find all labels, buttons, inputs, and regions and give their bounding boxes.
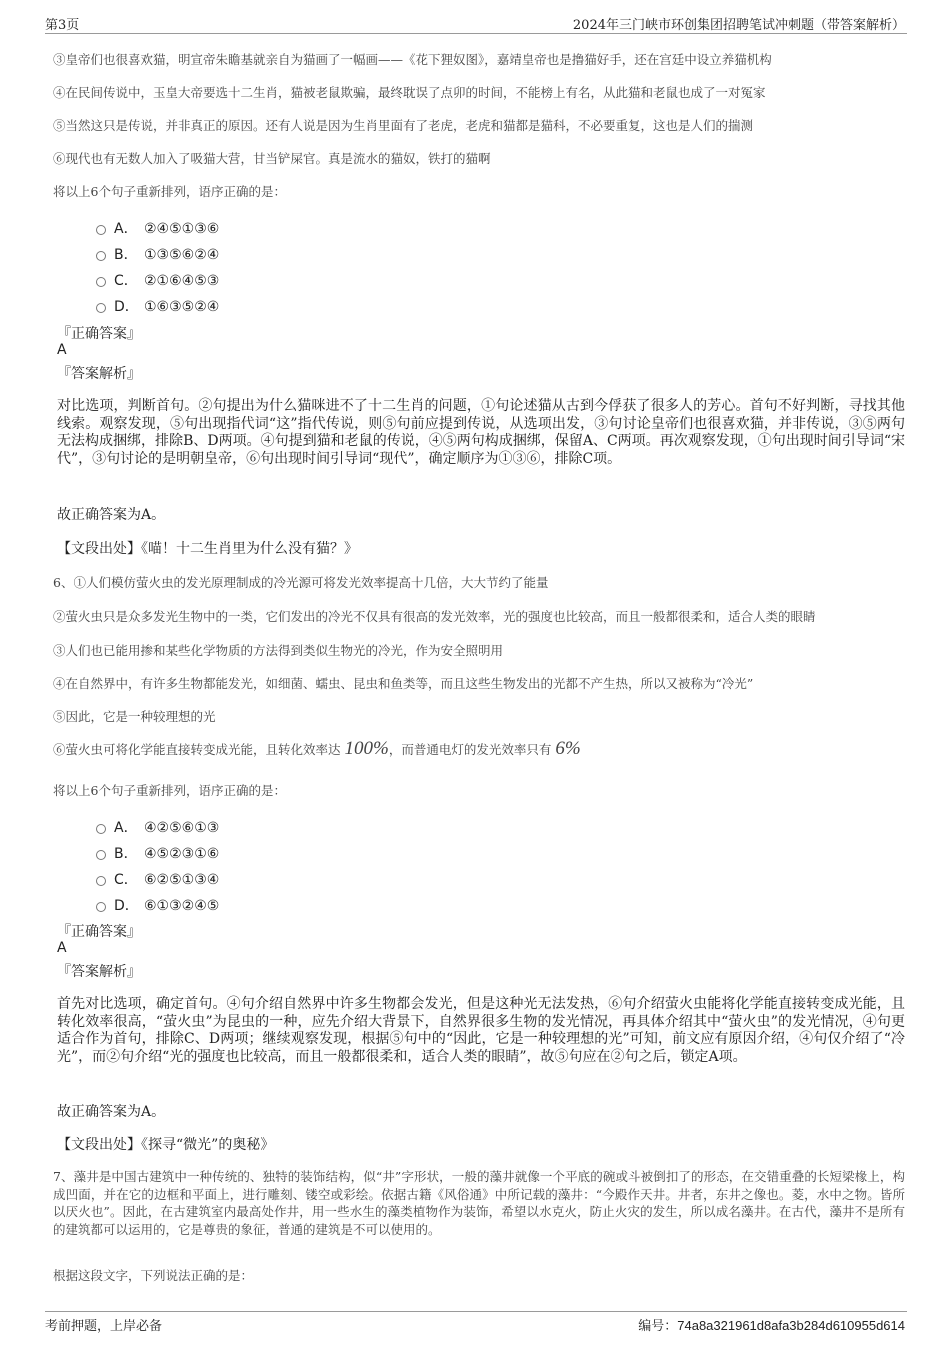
q5-option-d[interactable]: [96, 296, 219, 316]
q6-sentence-1: 6、①人们模仿萤火虫的发光原理制成的冷光源可将发光效率提高十几倍，大大节约了能量: [53, 575, 549, 590]
footer-slogan: 考前押题，上岸必备: [45, 1319, 163, 1334]
code-label: 编号：: [638, 1319, 678, 1334]
q6-sentence-6: [53, 738, 581, 760]
source-title: 《喵！十二生肖里为什么没有猫？》: [141, 541, 358, 557]
q5-option-c[interactable]: [96, 270, 219, 290]
q6-analysis: 首先对比选项，确定首句。④句介绍自然界中许多生物都会发光，但是这种光无法发热，⑥句介绍萤火虫能将化学能直接转变成光能，且转化效率很高，“萤火虫”为昆虫的一种，应先介绍大背景下，自然界很多生物的发光情况，再具体介绍其中“萤火虫”的发光情况，④句更适合作为首句，排除C、D两项；继续观察发现，根据⑤句中的“因此，它是一种较理想的光”可知，前文应有原因介绍，④句仅介绍了“冷光”，而②句介绍“光的强度也比较高，而且一般都很柔和，适合人类的眼睛”，故⑤句应在②句之后，锁定A项。: [57, 996, 905, 1065]
code-value: 74a8a321961d8afa3b284d610955d614: [677, 1318, 905, 1333]
q6-analysis-label: 『答案解析』: [57, 964, 141, 980]
option-letter: C．: [114, 273, 138, 289]
option-letter: B．: [114, 846, 138, 862]
option-letter: D．: [114, 299, 139, 315]
radio-icon[interactable]: [96, 902, 106, 912]
q5-sentence-4: ④在民间传说中，玉皇大帝要选十二生肖，猫被老鼠欺骗，最终耽误了点卯的时间，不能榜上有名，从此猫和老鼠也成了一对冤家: [53, 85, 766, 100]
sentence-text: ⑥萤火虫可将化学能直接转变成光能，且转化效率达: [53, 742, 341, 757]
option-text: ④⑤②③①⑥: [144, 846, 220, 862]
document-code: [638, 1315, 905, 1334]
option-letter: A．: [114, 221, 138, 237]
q5-analysis-label: 『答案解析』: [57, 366, 141, 382]
option-letter: D．: [114, 898, 139, 914]
q7-prompt: 根据这段文字，下列说法正确的是：: [53, 1268, 254, 1283]
option-text: ④②⑤⑥①③: [144, 820, 220, 836]
q6-option-b[interactable]: [96, 843, 219, 863]
radio-icon[interactable]: [96, 824, 106, 834]
option-text: ②④⑤①③⑥: [144, 221, 220, 237]
q5-option-b[interactable]: [96, 244, 219, 264]
q6-sentence-3: ③人们也已能用掺和某些化学物质的方法得到类似生物光的冷光，作为安全照明用: [53, 643, 504, 658]
q6-option-d[interactable]: [96, 895, 219, 915]
q5-sentence-3: ③皇帝们也很喜欢猫，明宣帝朱瞻基就亲自为猫画了一幅画——《花下狸奴图》，嘉靖皇帝也是撸猫好手，还在宫廷中设立养猫机构: [53, 52, 772, 67]
q6-sentence-2: ②萤火虫只是众多发光生物中的一类，它们发出的冷光不仅具有很高的发光效率，光的强度也比较高，而且一般都很柔和，适合人类的眼睛: [53, 609, 816, 624]
q7-passage: 7、藻井是中国古建筑中一种传统的、独特的装饰结构，似“井”字形状，一般的藻井就像一个平底的碗或斗被倒扣了的形态，在交错重叠的长短梁椽上，构成凹面，并在它的边框和平面上，进行雕刻、镂空或彩绘。依据古籍《风俗通》中所记载的藻井：“今殿作天井。井者，东井之像也。菱，水中之物。皆所以厌火也”。因此，在古建筑室内最高处作井，用一些水生的藻类植物作为装饰，希望以水克火，防止火灾的发生，所以成名藻井。在古代，藻井不是所有的建筑都可以运用的，它是尊贵的象征，普通的建筑是不可以使用的。: [53, 1169, 905, 1237]
q5-prompt: 将以上6个句子重新排列，语序正确的是：: [53, 184, 286, 199]
header-divider: [45, 33, 907, 34]
q5-option-a[interactable]: [96, 218, 219, 238]
q5-source: [57, 538, 358, 558]
q5-sentence-6: ⑥现代也有无数人加入了吸猫大营，甘当铲屎官。真是流水的猫奴，铁打的猫啊: [53, 151, 491, 166]
page-number: 第3页: [45, 18, 80, 33]
q5-conclusion: 故正确答案为A。: [57, 507, 166, 523]
q5-answer: A: [57, 342, 67, 358]
footer-divider: [45, 1311, 907, 1312]
radio-icon[interactable]: [96, 303, 106, 313]
source-label: 【文段出处】: [57, 541, 141, 557]
q6-answer: A: [57, 940, 67, 956]
q6-prompt: 将以上6个句子重新排列，语序正确的是：: [53, 783, 286, 798]
radio-icon[interactable]: [96, 850, 106, 860]
q6-option-c[interactable]: [96, 869, 219, 889]
option-text: ⑥①③②④⑤: [144, 898, 220, 914]
efficiency-value: 100%: [344, 738, 389, 759]
option-letter: A．: [114, 820, 138, 836]
radio-icon[interactable]: [96, 277, 106, 287]
q5-analysis: 对比选项，判断首句。②句提出为什么猫咪进不了十二生肖的问题，①句论述猫从古到今俘获了很多人的芳心。首句不好判断，寻找其他线索。观察发现，⑤句出现指代词“这”指代传说，则⑤句前应提到传说，从选项出发，③句讨论皇帝们也很喜欢猫，并非传说，③⑤两句无法构成捆绑，排除B、D两项。④句提到猫和老鼠的传说，④⑤两句构成捆绑，保留A、C两项。再次观察发现，①句出现时间引导词“宋代”，③句讨论的是明朝皇帝，⑥句出现时间引导词“现代”，确定顺序为①③⑥，排除C项。: [57, 398, 905, 467]
radio-icon[interactable]: [96, 876, 106, 886]
document-title: 2024年三门峡市环创集团招聘笔试冲刺题（带答案解析）: [572, 18, 905, 33]
q6-answer-label: 『正确答案』: [57, 924, 141, 940]
radio-icon[interactable]: [96, 225, 106, 235]
radio-icon[interactable]: [96, 251, 106, 261]
q6-option-a[interactable]: [96, 817, 219, 837]
efficiency-value: 6%: [555, 738, 581, 759]
q5-answer-label: 『正确答案』: [57, 326, 141, 342]
source-label: 【文段出处】: [57, 1137, 141, 1153]
q6-sentence-5: ⑤因此，它是一种较理想的光: [53, 709, 216, 724]
sentence-text: ，而普通电灯的发光效率只有: [388, 742, 552, 757]
option-text: ②①⑥④⑤③: [144, 273, 220, 289]
option-letter: B．: [114, 247, 138, 263]
q6-source: [57, 1134, 274, 1154]
q6-conclusion: 故正确答案为A。: [57, 1104, 166, 1120]
option-letter: C．: [114, 872, 138, 888]
source-title: 《探寻“微光”的奥秘》: [141, 1137, 275, 1153]
q5-sentence-5: ⑤当然这只是传说，并非真正的原因。还有人说是因为生肖里面有了老虎，老虎和猫都是猫科，不必要重复，这也是人们的揣测: [53, 118, 754, 133]
option-text: ①③⑤⑥②④: [144, 247, 220, 263]
option-text: ①⑥③⑤②④: [144, 299, 220, 315]
q6-sentence-4: ④在自然界中，有许多生物都能发光，如细菌、蠕虫、昆虫和鱼类等，而且这些生物发出的光都不产生热，所以又被称为“冷光”: [53, 676, 754, 691]
option-text: ⑥②⑤①③④: [144, 872, 220, 888]
